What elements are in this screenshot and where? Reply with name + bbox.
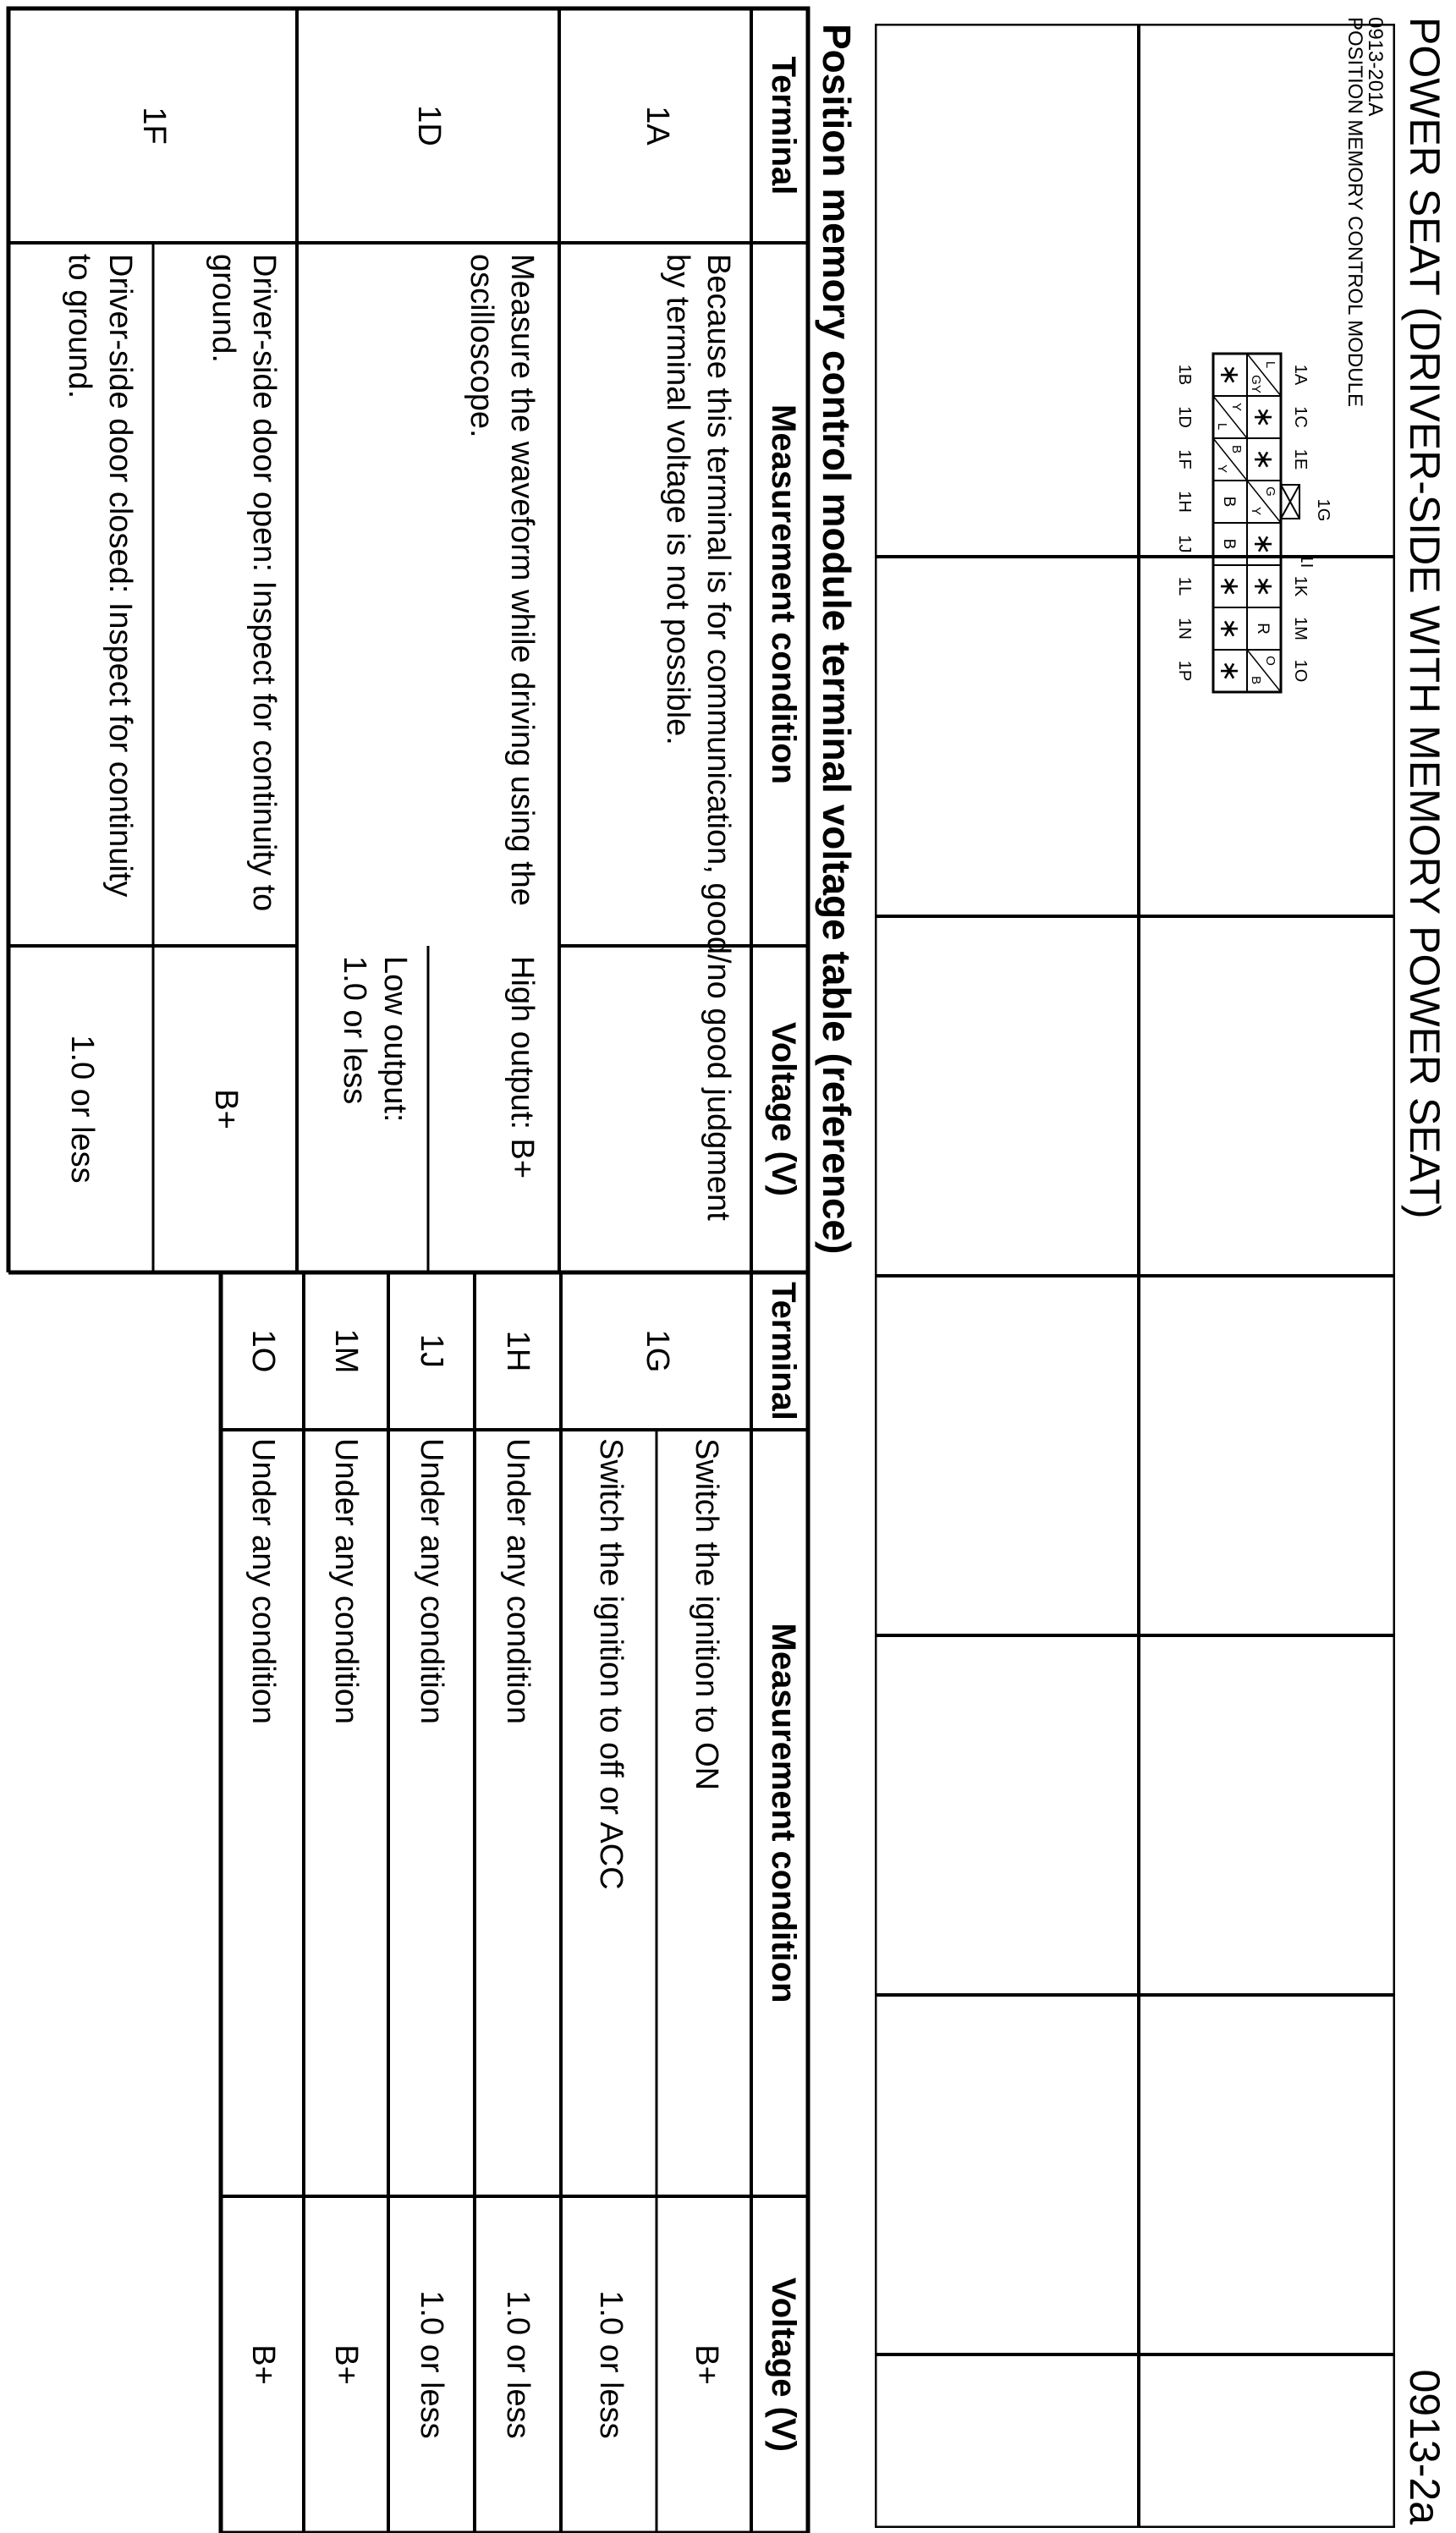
connector-name: POSITION MEMORY CONTROL MODULE <box>1343 17 1366 407</box>
wire-color-primary: G <box>1263 486 1277 497</box>
voltage-1f-closed: 1.0 or less <box>64 1035 100 1184</box>
voltage-1d-high: High output: B+ <box>504 956 540 1179</box>
connector-code: 0913-201A <box>1364 17 1387 117</box>
condition-1h: Under any condition <box>500 1438 536 1724</box>
wire-color-primary: O <box>1263 656 1277 666</box>
pin-label-top-1m: 1M <box>1291 617 1310 640</box>
pin-label-bottom-1f: 1F <box>1175 449 1194 470</box>
pin-label-bottom-1l: 1L <box>1175 576 1194 596</box>
terminal-1j: 1J <box>414 1333 449 1369</box>
header-voltage-left: Voltage (V) <box>765 1022 802 1196</box>
table-title: Position memory control module terminal voltage table (reference) <box>815 24 859 1255</box>
terminal-1a: 1A <box>640 106 675 146</box>
wire-color-stripe: Y <box>1215 464 1229 474</box>
header-terminal-right: Terminal <box>765 1282 802 1420</box>
pin-label-bottom-1h: 1H <box>1175 491 1194 513</box>
voltage-1g-on: B+ <box>689 2344 724 2385</box>
condition-1a: Because this terminal is for communication, good/no good judgment by terminal voltage is not possible. <box>660 254 736 1221</box>
pin-label-bottom-1j: 1J <box>1175 535 1194 553</box>
pin-label-bottom-1n: 1N <box>1175 618 1194 640</box>
pin-label-bottom-1b: 1B <box>1175 364 1194 386</box>
pin-label-top-1e: 1E <box>1291 448 1310 470</box>
pin-label-bottom-1d: 1D <box>1175 406 1194 428</box>
condition-1m: Under any condition <box>328 1438 364 1724</box>
voltage-1f-open: B+ <box>208 1089 244 1129</box>
page-title: POWER SEAT (DRIVER-SIDE WITH MEMORY POWER SEAT) <box>1401 17 1448 1219</box>
condition-1f-open: Driver-side door open: Inspect for continuity to ground. <box>206 254 282 912</box>
header-condition-left: Measurement condition <box>765 404 802 784</box>
unused-cavity-mark: ∗ <box>1249 448 1279 471</box>
terminal-1h: 1H <box>500 1330 536 1372</box>
terminal-1o: 1O <box>245 1329 281 1373</box>
condition-1o: Under any condition <box>245 1438 281 1724</box>
wire-color-stripe: GY <box>1249 375 1263 393</box>
condition-1f-closed: Driver-side door closed: Inspect for continuity to ground. <box>62 254 138 898</box>
voltage-1m: B+ <box>328 2344 364 2385</box>
pin-label-top-1a: 1A <box>1291 364 1310 386</box>
condition-1j: Under any condition <box>414 1438 449 1724</box>
unused-cavity-mark: ∗ <box>1215 363 1245 387</box>
pin-label-top-1i: 1I <box>1297 553 1316 569</box>
unused-cavity-mark: ∗ <box>1215 659 1245 683</box>
wire-color-stripe: Y <box>1249 506 1263 516</box>
terminal-1m: 1M <box>328 1328 364 1374</box>
pin-label-bottom-1p: 1P <box>1175 660 1194 682</box>
pin-label-top-1o: 1O <box>1291 659 1310 683</box>
voltage-1h: 1.0 or less <box>500 2290 536 2439</box>
wire-color: B <box>1220 538 1238 550</box>
wire-color: R <box>1254 623 1272 635</box>
voltage-1g-off: 1.0 or less <box>593 2290 629 2439</box>
pin-label-top-1c: 1C <box>1291 406 1310 428</box>
header-voltage-right: Voltage (V) <box>765 2278 802 2452</box>
wire-color-stripe: B <box>1249 675 1263 685</box>
voltage-1o: B+ <box>245 2344 281 2385</box>
voltage-1j: 1.0 or less <box>414 2290 449 2439</box>
condition-1g-off: Switch the ignition to off or ACC <box>593 1438 629 1890</box>
wire-color: B <box>1220 496 1238 508</box>
header-condition-right: Measurement condition <box>765 1623 802 2003</box>
unused-cavity-mark: ∗ <box>1249 574 1279 598</box>
terminal-1g: 1G <box>640 1329 675 1373</box>
voltage-1d-low: Low output: 1.0 or less <box>337 956 413 1123</box>
wire-color-primary: Y <box>1229 402 1244 412</box>
page-number: 0913-2a <box>1401 2369 1448 2525</box>
terminal-1f: 1F <box>136 107 172 145</box>
terminal-1d: 1D <box>411 105 447 146</box>
unused-cavity-mark: ∗ <box>1249 532 1279 556</box>
wire-color-stripe: L <box>1215 422 1229 431</box>
wire-color-primary: B <box>1229 444 1244 454</box>
unused-cavity-mark: ∗ <box>1249 405 1279 429</box>
condition-1d: Measure the waveform while driving using the oscilloscope. <box>464 254 540 906</box>
unused-cavity-mark: ∗ <box>1215 617 1245 640</box>
condition-1g-on: Switch the ignition to ON <box>689 1438 724 1791</box>
wire-color-primary: L <box>1263 360 1277 369</box>
pin-label-top-1k: 1K <box>1291 575 1310 597</box>
header-terminal-left: Terminal <box>765 56 802 195</box>
unused-cavity-mark: ∗ <box>1215 574 1245 598</box>
pin-label-top-1g: 1G <box>1314 498 1332 522</box>
